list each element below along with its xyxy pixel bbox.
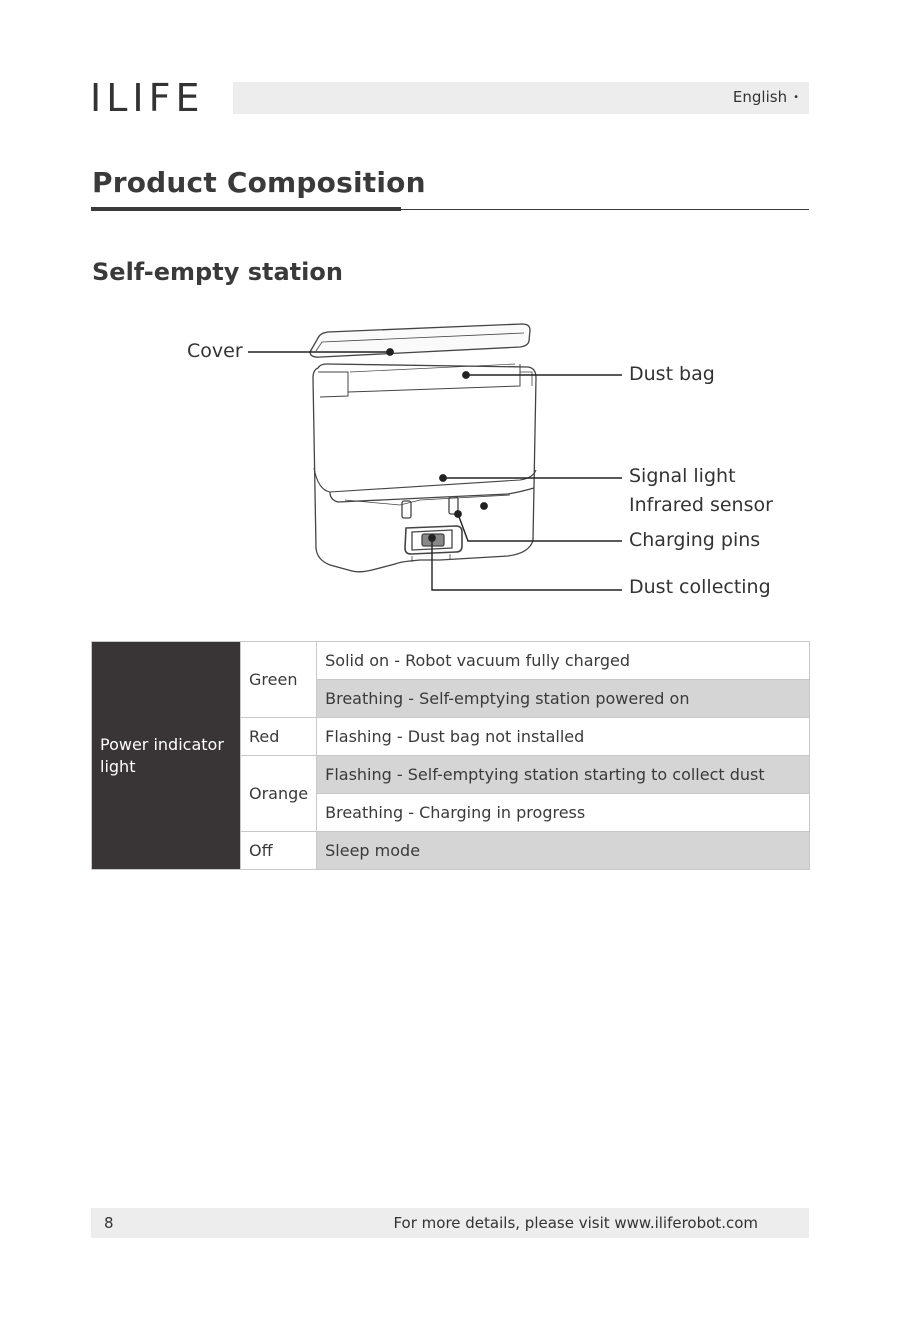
station-illustration xyxy=(310,324,536,572)
label-dust-collecting: Dust collecting xyxy=(629,576,771,598)
brand-logo: ILIFE xyxy=(90,76,205,120)
page-title: Product Composition xyxy=(92,166,426,199)
color-red: Red xyxy=(241,718,317,756)
title-underline xyxy=(91,207,401,211)
callout-leaders xyxy=(248,349,622,590)
label-infrared-sensor: Infrared sensor xyxy=(629,494,773,516)
color-green: Green xyxy=(241,642,317,718)
body-seam xyxy=(314,468,536,492)
language-dot: • xyxy=(793,92,799,103)
left-pin-slot xyxy=(402,501,411,518)
color-off: Off xyxy=(241,832,317,870)
footer-bar xyxy=(91,1208,809,1238)
status-description: Breathing - Self-emptying station powered on xyxy=(317,680,810,718)
language-label: English xyxy=(732,88,788,106)
page-number: 8 xyxy=(104,1214,114,1232)
power-indicator-header: Power indicator light xyxy=(92,642,241,870)
label-signal-light: Signal light xyxy=(629,465,736,487)
footer-text: For more details, please visit www.iliferobot.com xyxy=(393,1214,758,1232)
cover-lid xyxy=(310,324,530,357)
status-description: Breathing - Charging in progress xyxy=(317,794,810,832)
label-cover: Cover xyxy=(187,340,243,362)
power-indicator-table xyxy=(91,641,810,870)
status-description: Solid on - Robot vacuum fully charged xyxy=(317,642,810,680)
status-description: Flashing - Dust bag not installed xyxy=(317,718,810,756)
header-bar xyxy=(233,82,809,114)
station-body xyxy=(313,364,536,572)
label-charging-pins: Charging pins xyxy=(629,529,761,551)
dust-port xyxy=(405,526,462,554)
table-row xyxy=(92,642,810,680)
color-orange: Orange xyxy=(241,756,317,832)
section-title: Self-empty station xyxy=(92,258,343,286)
right-pin-slot xyxy=(449,497,458,514)
label-dust-bag: Dust bag xyxy=(629,363,715,385)
status-description: Sleep mode xyxy=(317,832,810,870)
status-description: Flashing - Self-emptying station starting to collect dust xyxy=(317,756,810,794)
language-indicator xyxy=(733,88,799,106)
